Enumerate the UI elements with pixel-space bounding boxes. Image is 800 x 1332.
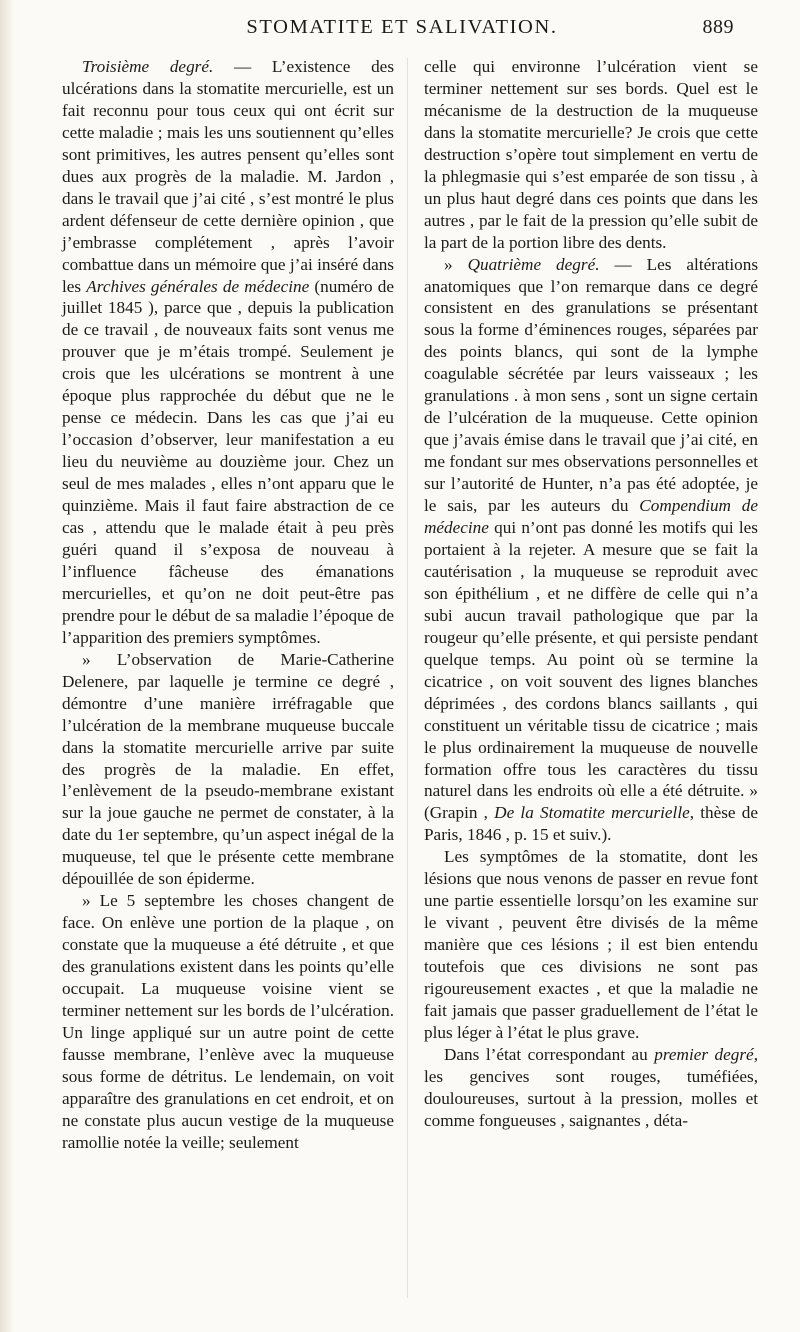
paragraph-text: Dans l’état correspondant au [444,1044,655,1064]
paragraph-text: qui n’ont pas donné les motifs qui les portaient à la rejeter. A mesure que se fait la cautérisation , la muqueuse se reproduit avec son épithélium , et ne diffère de celle qui n’a subi aucun travail pathologique que par la rougeur qu’elle présente, et qui persiste pendant quelque temps. Au point où se termine la cicatrice , on voit souvent des lignes blanches déprimées , des cordons blancs saillants , qui constituent un véritable tissu de cicatrice ; mais le plus ordinairement la muqueuse de nouvelle formation offre tous les caractères du tissu naturel dans les endroits où elle a été détruite. » (Grapin , [424,518,758,823]
paragraph-premier-degre [424,1044,758,1132]
left-column [62,56,394,1154]
paragraph-text: , les gencives sont rouges, tuméfiées, douloureuses, surtout à la pression, molles et comme fongueuses , saignantes , déta- [424,1044,758,1130]
page-edge-shadow [0,0,14,1332]
running-title: STOMATITE ET SALIVATION. [246,16,558,38]
paragraph-5-septembre: » Le 5 septembre les choses changent de face. On enlève une portion de la plaque , on constate que la muqueuse a été détruite , et que des granulations existent dans les points qu’elle occupait. La muqueuse voisine vient se terminer nettement sur les bords de l’ulcération. Un linge appliqué sur un autre point de cette fausse membrane, l’enlève avec la muqueuse sous forme de détritus. Le lendemain, on voit apparaître des granulations en cet endroit, et on ne constate plus aucun vestige de la muqueuse ramollie notée la veille; seulement [62,891,394,1152]
paragraph-observation-delenere: » L’observation de Marie-Catherine Delenere, par laquelle je termine ce degré , démontre d’une manière irréfragable que l’ulcération de la membrane muqueuse buccale dans la stomatite mercurielle arrive par suite des progrès de la maladie. En effet, l’enlèvement de la pseudo-membrane existant sur la joue gauche ne permet de constater, à la date du 1er septembre, qu’un aspect inégal de la muqueuse, tel que le présente cette membrane dépouillée de son épiderme. [62,649,394,889]
paragraph-continuation: celle qui environne l’ulcération vient se terminer nettement sur ses bords. Quel est le mécanisme de la destruction de la muqueuse dans la stomatite mercurielle? Je crois que cette destruction s’opère tout simplement en vertu de la phlegmasie qui s’est emparée de son tissu , à un plus haut degré dans ces points que dans les autres , par le fait de la pression qu’elle subit de la part de la portion libre des dents. [424,57,758,252]
section-label-troisieme-degre: Troisième degré. [82,57,214,76]
paragraph-troisieme-degre [62,56,394,649]
page-header [70,16,734,46]
paragraph-text: , thèse de Paris, 1846 , p. 15 et suiv.). [424,803,758,845]
paragraph-quatrieme-degre [424,254,758,847]
citation-thesis: De la Stomatite mercurielle [494,803,690,823]
paragraph-symptomes: Les symptômes de la stomatite, dont les lésions que nous venons de passer en revue font une partie essentielle lorsqu’on les examine sur le vivant , peuvent être divisés de la même manière que ces lésions ; il est bien entendu toutefois que ces divisions ne sont pas rigoureusement exactes , et que la maladie ne fait jamais que passer graduellement de l’état le plus léger à l’état le plus grave. [424,847,758,1042]
quote-mark: » [444,254,468,274]
citation-compendium: Compendium de médecine [424,496,759,538]
paragraph-text: (numéro de juillet 1845 ), parce que , depuis la publication de ce travail , de nouveaux faits sont venus me prouver que je m’étais trompé. Seulement je crois que les ulcérations se montrent à une époque plus rapprochée du début que ne le pense ce médecin. Dans les cas que j’ai eu l’occasion d’observer, leur manifestation a eu lieu du neuvième au douzième jour. Chez un seul de mes malades , elles n’ont apparu que le quinzième. Mais il faut faire abstraction de ce cas , attendu que le malade était à peu près guéri quand il s’exposa de nouveau à l’influence fâcheuse des émanations mercurielles, et qu’on ne doit peut-être pas prendre pour le début de sa maladie l’époque de l’apparition des premiers symptômes. [62,276,394,647]
paragraph-text: — L’existence des ulcérations dans la stomatite mercurielle, est un fait reconnu pour tous ceux qui ont écrit sur cette maladie ; mais les uns soutiennent qu’elles sont primitives, les autres pensent qu’elles sont dues aux progrès de la maladie. M. Jardon , dans le travail que j’ai cité , s’est montré le plus ardent défenseur de cette dernière opinion , que j’embrasse complétement , après l’avoir combattue dans un mémoire que j’ai inséré dans les [62,57,395,296]
page-number: 889 [702,16,734,38]
column-divider [407,58,408,1298]
paragraph-text: — Les altérations anatomiques que l’on remarque dans ce degré consistent en des granulations se présentant sous la forme d’éminences rouges, séparées par des points blancs, qui sont de la lymphe coagulable sécrétée par leurs vaisseaux ; les granulations . à mon sens , sont un signe certain de l’ulcération de la muqueuse. Cette opinion que j’avais émise dans le travail que j’ai cité, en me fondant sur mes observations personnelles et sur l’autorité de Hunter, n’a pas été adoptée, je le sais, par les auteurs du [424,254,759,516]
section-label-quatrieme-degre: Quatrième degré. [467,254,600,274]
right-column [424,56,758,1132]
citation-archives: Archives générales de médecine [86,276,310,296]
section-label-premier-degre: premier degré [654,1044,754,1064]
